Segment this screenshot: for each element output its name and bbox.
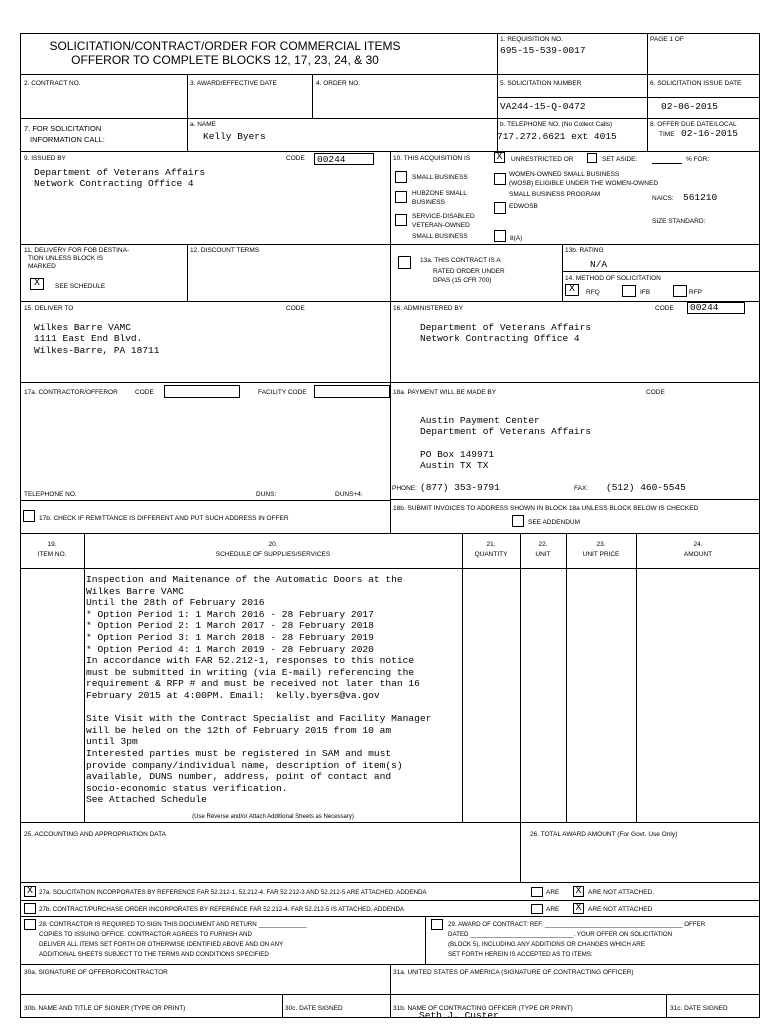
rfq-checkbox[interactable]: X bbox=[565, 284, 579, 296]
description-line: will be heled on the 12th of February 2015 from 10 am bbox=[86, 724, 392, 736]
hubzone-checkbox[interactable] bbox=[395, 191, 407, 203]
clause-28-line2: COPIES TO ISSUING OFFICE. CONTRACTOR AGREES TO FURNISH AND bbox=[39, 931, 252, 938]
administered-code-label: CODE bbox=[655, 305, 674, 312]
deliver-to-line2: 1111 East End Blvd. bbox=[34, 333, 143, 344]
description-line: until 3pm bbox=[86, 736, 138, 748]
col19-header: ITEM NO. bbox=[37, 551, 67, 558]
issued-by-line1: Department of Veterans Affairs bbox=[34, 167, 206, 178]
see-addendum-checkbox[interactable] bbox=[512, 515, 524, 527]
signature-usa-label: 31a. UNITED STATES OF AMERICA (SIGNATURE OF CONTRACTING OFFICER) bbox=[393, 969, 634, 976]
divider bbox=[187, 74, 188, 118]
col22-header: UNIT bbox=[535, 551, 551, 558]
description-line: * Option Period 2: 1 March 2017 - 28 February 2018 bbox=[86, 620, 374, 632]
issued-by-line2: Network Contracting Office 4 bbox=[34, 178, 194, 189]
clause-29-line4: SET FORTH HEREIN IS ACCEPTED AS TO ITEMS: bbox=[448, 951, 593, 958]
clause-27b-are-checkbox[interactable] bbox=[531, 904, 543, 914]
page-label: PAGE 1 OF bbox=[650, 36, 684, 43]
divider bbox=[636, 533, 637, 822]
form-subtitle: OFFEROR TO COMPLETE BLOCKS 12, 17, 23, 24, & 30 bbox=[71, 53, 379, 67]
payment-fax-value: (512) 460-5545 bbox=[606, 482, 686, 493]
payment-line4: Austin TX TX bbox=[420, 460, 489, 471]
officer-date-label: 31c. DATE SIGNED bbox=[670, 1005, 728, 1012]
percent-for-label: % FOR: bbox=[686, 156, 710, 163]
divider bbox=[462, 533, 463, 822]
col19-number: 19. bbox=[47, 541, 57, 548]
signature-offeror-label: 30a. SIGNATURE OF OFFEROR/CONTRACTOR bbox=[24, 969, 168, 976]
delivery-label: 11. DELIVERY FOR FOB DESTINA- bbox=[24, 247, 130, 254]
telephone-label: b. TELEPHONE NO. (No Collect Calls) bbox=[500, 121, 613, 128]
signer-date-label: 30c. DATE SIGNED bbox=[285, 1005, 343, 1012]
set-aside-label: SET ASIDE: bbox=[602, 156, 638, 163]
clause-28-checkbox[interactable] bbox=[24, 919, 36, 930]
description-line: * Option Period 4: 1 March 2019 - 28 February 2020 bbox=[86, 643, 374, 655]
description-line: Interested parties must be registered in SAM and must bbox=[86, 748, 392, 759]
reverse-note: (Use Reverse and/or Attach Additional Sheets as Necessary) bbox=[192, 814, 354, 820]
divider bbox=[390, 964, 391, 1018]
issued-by-label: 9. ISSUED BY bbox=[24, 155, 66, 162]
sdvosb-label: SERVICE-DISABLED bbox=[412, 213, 475, 220]
col23-number: 23. bbox=[596, 541, 606, 548]
solicitation-no-value: VA244-15-Q-0472 bbox=[500, 101, 586, 112]
description-line: Wilkes Barre VAMC bbox=[86, 585, 184, 597]
description-line: requirement & RFP # and must be received not later than 16 bbox=[86, 678, 420, 690]
clause-29-line2: DATED ______________________________. YOUR OFFER ON SOLICITATION bbox=[448, 931, 673, 938]
unrestricted-label: UNRESTRICTED OR bbox=[511, 156, 574, 163]
offer-due-value: 02-16-2015 bbox=[681, 128, 739, 139]
col21-header: QUANTITY bbox=[474, 551, 508, 558]
divider bbox=[312, 74, 313, 118]
clause-27a-are-not-checkbox[interactable]: X bbox=[573, 886, 584, 897]
payment-phone-label: PHONE: bbox=[392, 485, 417, 492]
divider bbox=[20, 500, 390, 501]
payment-fax-label: FAX: bbox=[574, 485, 589, 492]
administered-line2: Network Contracting Office 4 bbox=[420, 333, 580, 344]
divider bbox=[187, 118, 188, 151]
deliver-to-label: 15. DELIVER TO bbox=[24, 305, 74, 312]
see-schedule-label: SEE SCHEDULE bbox=[55, 283, 106, 290]
issued-by-code-label: CODE bbox=[286, 155, 305, 162]
rfp-label: RFP bbox=[689, 289, 702, 296]
divider bbox=[425, 916, 426, 964]
delivery-label-2: TION UNLESS BLOCK IS bbox=[28, 255, 104, 262]
acquisition-label: 10. THIS ACQUISITION IS bbox=[393, 155, 471, 162]
contractor-code-box[interactable] bbox=[164, 385, 240, 398]
description-line: * Option Period 3: 1 March 2018 - 28 February 2019 bbox=[86, 632, 374, 643]
description-line: Until the 28th of February 2016 bbox=[86, 597, 265, 609]
method-label: 14. METHOD OF SOLICITATION bbox=[565, 275, 661, 282]
name-label: a. NAME bbox=[190, 121, 217, 128]
percent-blank bbox=[652, 163, 682, 164]
edwosb-label: EDWOSB bbox=[509, 203, 538, 210]
divider bbox=[20, 900, 760, 901]
offer-due-label: 8. OFFER DUE DATE/LOCAL bbox=[650, 121, 737, 128]
wosb-label-3: SMALL BUSINESS PROGRAM bbox=[509, 191, 601, 198]
duns-label: DUNS: bbox=[256, 491, 277, 498]
clause-27a-are-checkbox[interactable] bbox=[531, 887, 543, 897]
sdvosb-checkbox[interactable] bbox=[395, 214, 407, 226]
wosb-checkbox[interactable] bbox=[494, 173, 506, 185]
clause-27b-checkbox[interactable] bbox=[24, 903, 36, 914]
duns4-label: DUNS+4: bbox=[335, 491, 363, 498]
divider bbox=[390, 499, 760, 500]
facility-code-label: FACILITY CODE bbox=[258, 389, 307, 396]
description-line: must be submitted in writing (via E-mail) referencing the bbox=[86, 666, 415, 678]
description-line: socio-economic status verification. bbox=[86, 782, 288, 794]
facility-code-box[interactable] bbox=[314, 385, 390, 398]
deliver-to-line3: Wilkes-Barre, PA 18711 bbox=[34, 345, 160, 356]
administered-code-value: 00244 bbox=[690, 302, 719, 313]
requisition-label: 1. REQUISITION NO. bbox=[500, 36, 563, 43]
issued-by-code-value: 00244 bbox=[317, 154, 346, 165]
wosb-label: WOMEN-OWNED SMALL BUSINESS bbox=[509, 171, 620, 178]
divider bbox=[520, 533, 521, 882]
telephone-value: 717.272.6621 ext 4015 bbox=[497, 131, 617, 142]
officer-name-label: 31b. NAME OF CONTRACTING OFFICER (TYPE OR PRINT) bbox=[393, 1005, 573, 1012]
col23-header: UNIT PRICE bbox=[582, 551, 620, 558]
small-business-checkbox[interactable] bbox=[395, 171, 407, 183]
discount-terms-label: 12. DISCOUNT TERMS bbox=[190, 247, 260, 254]
info-call-label: 7. FOR SOLICITATION bbox=[24, 124, 102, 133]
delivery-label-3: MARKED bbox=[28, 263, 56, 270]
divider bbox=[20, 568, 760, 569]
ifb-label: IFB bbox=[640, 289, 651, 296]
info-call-label-2: INFORMATION CALL: bbox=[30, 135, 105, 144]
divider bbox=[20, 882, 760, 883]
edwosb-checkbox[interactable] bbox=[494, 202, 506, 214]
administered-line1: Department of Veterans Affairs bbox=[420, 322, 592, 333]
time-label: TIME bbox=[659, 131, 675, 138]
award-date-label: 3. AWARD/EFFECTIVE DATE bbox=[190, 80, 277, 87]
rating-label: 13b. RATING bbox=[565, 247, 604, 254]
size-standard-label: SIZE STANDARD: bbox=[652, 218, 706, 225]
description-line: Site Visit with the Contract Specialist and Facility Manager bbox=[86, 713, 432, 725]
name-value: Kelly Byers bbox=[203, 131, 266, 142]
clause-27b-label: 27b. CONTRACT/PURCHASE ORDER INCORPORATES BY REFERENCE FAR 52.212-4. FAR 52.212-5 IS ATTACHED. ADDENDA bbox=[39, 906, 405, 913]
clause-27b-are-not-label: ARE NOT ATTACHED bbox=[588, 906, 653, 913]
form-title: SOLICITATION/CONTRACT/ORDER FOR COMMERCIAL ITEMS bbox=[49, 39, 401, 53]
rated-order-checkbox[interactable] bbox=[398, 256, 411, 269]
description-line: See Attached Schedule bbox=[86, 794, 207, 806]
deliver-to-code-label: CODE bbox=[286, 305, 305, 312]
divider bbox=[497, 97, 760, 98]
see-schedule-checkbox[interactable]: X bbox=[30, 278, 44, 290]
rfp-checkbox[interactable] bbox=[673, 285, 687, 297]
col22-number: 22. bbox=[538, 541, 548, 548]
accounting-label: 25. ACCOUNTING AND APPROPRIATION DATA bbox=[24, 831, 166, 838]
divider bbox=[647, 33, 648, 151]
description-line: * Option Period 1: 1 March 2016 - 28 February 2017 bbox=[86, 608, 374, 620]
clause-29-checkbox[interactable] bbox=[431, 919, 443, 930]
divider bbox=[566, 533, 567, 822]
eight-a-label: 8(A) bbox=[510, 235, 523, 242]
contractor-telephone-label: TELEPHONE NO. bbox=[24, 491, 77, 498]
deliver-to-line1: Wilkes Barre VAMC bbox=[34, 322, 131, 333]
description-line: provide company/individual name, description of item(s) bbox=[86, 759, 403, 771]
wosb-label-2: (WOSB) ELIGIBLE UNDER THE WOMEN-OWNED bbox=[509, 180, 659, 187]
rating-value: N/A bbox=[590, 259, 608, 270]
signer-name-label: 30b. NAME AND TITLE OF SIGNER (TYPE OR PRINT) bbox=[24, 1005, 186, 1012]
clause-27b-are-not-checkbox[interactable]: X bbox=[573, 903, 584, 914]
clause-27a-label: 27a. SOLICITATION INCORPORATES BY REFERENCE FAR 52.212-1, 52.212-4. FAR 52.212-3 AND 52.212-5 ARE ATTACHED. ADDENDA bbox=[39, 889, 427, 896]
description-line: In accordance with FAR 52.212-1, responses to this notice bbox=[86, 655, 415, 667]
total-award-label: 26. TOTAL AWARD AMOUNT (For Govt. Use Only) bbox=[530, 831, 678, 838]
hubzone-label: HUBZONE SMALL bbox=[412, 190, 467, 197]
unrestricted-checkbox[interactable]: X bbox=[494, 152, 505, 163]
divider bbox=[20, 74, 760, 75]
see-addendum-label: SEE ADDENDUM bbox=[528, 519, 581, 526]
clause-27a-are-not-label: ARE NOT ATTACHED. bbox=[588, 889, 655, 896]
payment-line3: PO Box 149971 bbox=[420, 449, 495, 460]
clause-29-line1: 29. AWARD OF CONTRACT: REF. ________________________________________ OFFER bbox=[448, 921, 706, 928]
payment-phone-value: (877) 353-9791 bbox=[420, 482, 500, 493]
divider bbox=[187, 244, 188, 301]
divider bbox=[562, 271, 760, 272]
clause-27b-are-label: ARE bbox=[546, 906, 560, 913]
contractor-code-label: CODE bbox=[135, 389, 154, 396]
contractor-label: 17a. CONTRACTOR/OFFEROR bbox=[24, 389, 118, 396]
col20-number: 20. bbox=[268, 541, 278, 548]
description-line: available, DUNS number, address, point of contact and bbox=[86, 771, 392, 783]
divider bbox=[20, 533, 760, 534]
clause-28-line4: ADDITIONAL SHEETS SUBJECT TO THE TERMS AND CONDITIONS SPECIFIED bbox=[39, 951, 269, 958]
rated-order-label-3: DPAS (15 CFR 700) bbox=[433, 277, 492, 284]
payment-label: 18a. PAYMENT WILL BE MADE BY bbox=[393, 389, 497, 396]
payment-line1: Austin Payment Center bbox=[420, 415, 540, 426]
eight-a-checkbox[interactable] bbox=[494, 230, 506, 242]
remittance-checkbox[interactable] bbox=[23, 510, 35, 522]
clause-28-line3: DELIVER ALL ITEMS SET FORTH OR OTHERWISE IDENTIFIED ABOVE AND ON ANY bbox=[39, 941, 284, 948]
divider bbox=[20, 822, 760, 823]
divider bbox=[20, 916, 760, 917]
col24-number: 24. bbox=[693, 541, 703, 548]
divider bbox=[282, 994, 283, 1018]
administered-label: 16. ADMINISTERED BY bbox=[393, 305, 464, 312]
divider bbox=[390, 151, 391, 533]
rfq-label: RFQ bbox=[586, 289, 600, 296]
naics-value: 561210 bbox=[683, 192, 718, 203]
col20-header: SCHEDULE OF SUPPLIES/SERVICES bbox=[215, 551, 331, 558]
rated-order-label: 13a. THIS CONTRACT IS A bbox=[420, 257, 501, 264]
divider bbox=[84, 533, 85, 822]
small-business-label: SMALL BUSINESS bbox=[412, 174, 468, 181]
remittance-label: 17b. CHECK IF REMITTANCE IS DIFFERENT AND PUT SUCH ADDRESS IN OFFER bbox=[39, 515, 289, 522]
issue-date-label: 6. SOLICITATION ISSUE DATE bbox=[650, 80, 742, 87]
order-no-label: 4. ORDER NO. bbox=[316, 80, 361, 87]
divider bbox=[20, 118, 760, 119]
clause-28-line1: 28. CONTRACTOR IS REQUIRED TO SIGN THIS DOCUMENT AND RETURN ______________ bbox=[39, 921, 307, 928]
hubzone-label-2: BUSINESS bbox=[412, 199, 445, 206]
issue-date-value: 02-06-2015 bbox=[661, 101, 719, 112]
rated-order-label-2: RATED ORDER UNDER bbox=[433, 268, 505, 275]
clause-27a-checkbox[interactable]: X bbox=[24, 886, 36, 897]
divider bbox=[562, 244, 563, 301]
payment-line2: Department of Veterans Affairs bbox=[420, 426, 592, 437]
solicitation-no-label: 5. SOLICITATION NUMBER bbox=[500, 80, 582, 87]
col21-number: 21. bbox=[486, 541, 496, 548]
submit-invoices-label: 18b. SUBMIT INVOICES TO ADDRESS SHOWN IN BLOCK 18a UNLESS BLOCK BELOW IS CHECKED bbox=[393, 505, 699, 512]
clause-27a-are-label: ARE bbox=[546, 889, 560, 896]
requisition-value: 695-15-539-0017 bbox=[500, 45, 586, 56]
payment-code-label: CODE bbox=[646, 389, 665, 396]
clause-29-line3: (BLOCK 5), INCLUDING ANY ADDITIONS OR CHANGES WHICH ARE bbox=[448, 941, 645, 948]
ifb-checkbox[interactable] bbox=[622, 285, 636, 297]
sdvosb-label-3: SMALL BUSINESS bbox=[412, 233, 468, 240]
set-aside-checkbox[interactable] bbox=[587, 153, 597, 163]
description-line: Inspection and Maitenance of the Automatic Doors at the bbox=[86, 574, 403, 585]
col24-header: AMOUNT bbox=[683, 551, 713, 558]
contract-no-label: 2. CONTRACT NO. bbox=[24, 80, 81, 87]
naics-label: NAICS: bbox=[652, 195, 674, 202]
description-line: February 2015 at 4:00PM. Email: kelly.byers@va.gov bbox=[86, 690, 380, 701]
officer-name-value: Seth J. Custer bbox=[419, 1010, 499, 1021]
divider bbox=[666, 994, 667, 1018]
sdvosb-label-2: VETERAN-OWNED bbox=[412, 222, 470, 229]
